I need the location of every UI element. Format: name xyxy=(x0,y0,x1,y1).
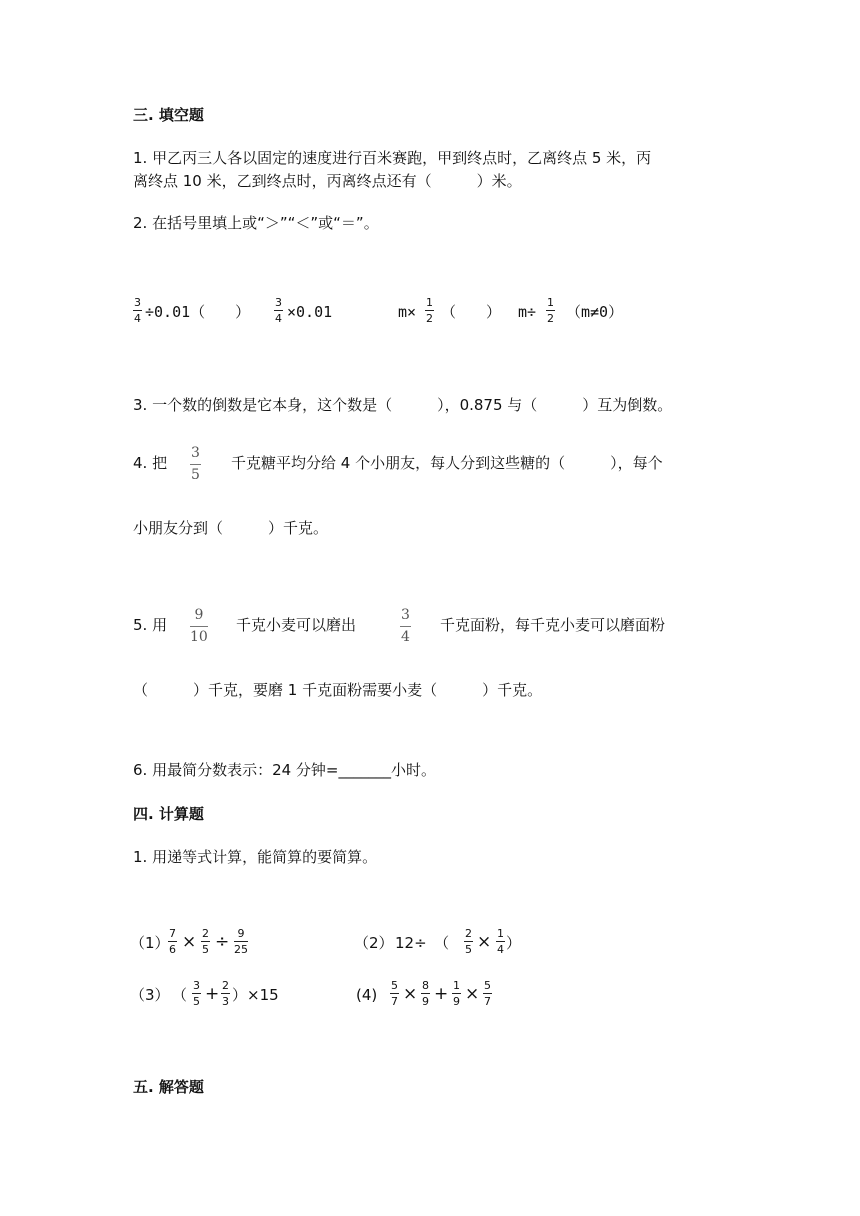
question-4-line-2: 小朋友分到（ ）千克。 xyxy=(133,519,329,537)
question-2-expr-1-left: ÷0.01（ ） xyxy=(145,303,251,321)
problem-2-fraction-2: 1 4 xyxy=(497,927,504,956)
problem-1-op-2: ÷ xyxy=(215,932,230,952)
problem-3-prefix: （ xyxy=(172,986,188,1004)
fraction-3-4-b: 3 4 xyxy=(275,296,282,325)
question-3-text: 3. 一个数的倒数是它本身，这个数是（ ），0.875 与（ ）互为倒数。 xyxy=(133,396,673,414)
fraction-9-10: 9 10 xyxy=(190,607,208,645)
question-5-mid: 千克小麦可以磨出 xyxy=(236,616,357,634)
problem-1-fraction-2: 2 5 xyxy=(202,927,209,956)
problem-2-label: （2） xyxy=(354,934,394,952)
fraction-3-4-c: 3 4 xyxy=(401,607,410,645)
problem-1-label: （1） xyxy=(130,934,170,952)
section-4-title: 四. 计算题 xyxy=(133,805,204,823)
question-4-suffix: 千克糖平均分给 4 个小朋友，每人分到这些糖的（ ），每个 xyxy=(231,454,663,472)
problem-3-label: （3） xyxy=(130,986,170,1004)
fraction-3-5: 3 5 xyxy=(191,445,200,483)
fraction-3-4-a: 3 4 xyxy=(134,296,141,325)
problem-1-fraction-3: 9 25 xyxy=(234,927,248,956)
problem-2-op: × xyxy=(477,932,492,952)
calc-question-1-text: 1. 用递等式计算，能简算的要简算。 xyxy=(133,848,378,866)
question-5-prefix: 5. 用 xyxy=(133,616,168,634)
problem-4-op-1: × xyxy=(403,984,418,1004)
problem-4-fraction-4: 5 7 xyxy=(484,979,491,1008)
question-2-expr-2-left: m× xyxy=(398,303,417,321)
section-5-title: 五. 解答题 xyxy=(133,1078,204,1096)
question-4-prefix: 4. 把 xyxy=(133,454,168,472)
problem-3-fraction-1: 3 5 xyxy=(193,979,200,1008)
problem-2-prefix: 12÷ （ xyxy=(395,934,450,952)
section-3-title: 三. 填空题 xyxy=(133,106,204,124)
problem-1-op-1: × xyxy=(182,932,197,952)
problem-2-fraction-1: 2 5 xyxy=(465,927,472,956)
question-1-line-2: 离终点 10 米，乙到终点时，丙离终点还有（ ）米。 xyxy=(133,172,522,190)
question-6-text: 6. 用最简分数表示：24 分钟=_______小时。 xyxy=(133,761,437,779)
question-2-expr-1-right: ×0.01 xyxy=(287,303,333,321)
problem-3-suffix: ）×15 xyxy=(232,986,279,1004)
problem-4-op-3: × xyxy=(465,984,480,1004)
problem-3-fraction-2: 2 3 xyxy=(222,979,229,1008)
question-2-blank: （ ） xyxy=(441,303,502,321)
question-5-suffix: 千克面粉，每千克小麦可以磨面粉 xyxy=(440,616,666,634)
problem-4-fraction-3: 1 9 xyxy=(453,979,460,1008)
fraction-1-2-a: 1 2 xyxy=(426,296,433,325)
problem-4-fraction-2: 8 9 xyxy=(422,979,429,1008)
fraction-1-2-b: 1 2 xyxy=(547,296,554,325)
problem-4-op-2: + xyxy=(434,984,449,1004)
question-2-condition: （m≠0） xyxy=(566,303,624,321)
question-1-line-1: 1. 甲乙丙三人各以固定的速度进行百米赛跑，甲到终点时，乙离终点 5 米，丙 xyxy=(133,149,652,167)
question-5-line-2: （ ）千克，要磨 1 千克面粉需要小麦（ ）千克。 xyxy=(133,681,543,699)
problem-2-suffix: ） xyxy=(506,934,522,952)
question-2-text: 2. 在括号里填上或“＞”“＜”或“＝”。 xyxy=(133,214,379,232)
question-2-expr-2-right: m÷ xyxy=(518,303,537,321)
problem-1-fraction-1: 7 6 xyxy=(169,927,176,956)
problem-4-label: (4) xyxy=(356,986,378,1004)
problem-3-op: + xyxy=(205,984,220,1004)
problem-4-fraction-1: 5 7 xyxy=(391,979,398,1008)
